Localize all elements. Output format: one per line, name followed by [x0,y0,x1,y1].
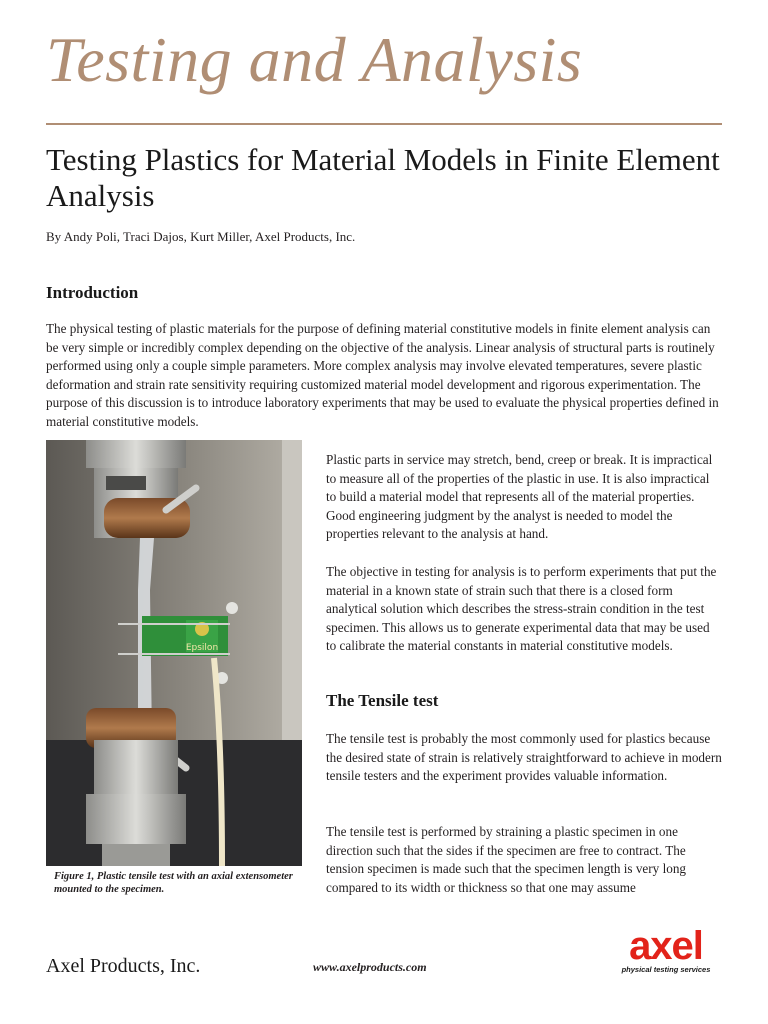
tensile-test-photo [46,440,302,866]
introduction-paragraph: The physical testing of plastic materials for the purpose of defining material constitutive models in finite element analysis can be very simple or incredibly complex depending on the objective of the analysis. Linear analysis of structural parts is routinely performed using only a couple simple parameters. More complex analysis may involve elevated temperatures, severe plastic deformation and strain rate sensitivity requiring customized material model development and rigorous experimentation. The purpose of this discussion is to introduce laboratory experiments that may be used to evaluate the physical properties defined in material constitutive models. [46,321,719,429]
logo-wordmark: axel [629,924,703,968]
byline: By Andy Poli, Traci Dajos, Kurt Miller, Axel Products, Inc. [46,229,356,244]
footer-url[interactable]: www.axelproducts.com [313,960,427,974]
tensile-test-heading: The Tensile test [326,691,439,710]
axel-logo [606,924,726,976]
tensile-test-illustration [46,440,302,866]
figure-caption: Figure 1, Plastic tensile test with an axial extensometer mounted to the specimen. [54,871,293,895]
body-paragraph-1: Plastic parts in service may stretch, bend, creep or break. It is impractical to measure all of the properties of the plastic in use. It is also impractical to build a material model that represents all of the material properties. Good engineering judgment by the analyst is needed to model the properties relevant to the analysis at hand. [326,452,713,541]
body-paragraph-4: The tensile test is performed by straining a plastic specimen in one direction such that the sides if the specimen are free to contract. The tension specimen is made such that the specimen length is very long compared to its width or thickness so that one may assume [326,824,687,895]
footer-company-name: Axel Products, Inc. [46,955,201,977]
header-divider [46,123,722,125]
logo-tagline: physical testing services [621,965,711,974]
extensometer-label: Epsilon [185,643,219,653]
article-title: Testing Plastics for Material Models in Finite Element Analysis [46,142,720,213]
body-paragraph-3: The tensile test is probably the most commonly used for plastics because the desired state of strain is relatively straightforward to achieve in modern tensile testers and the experiment provides valuable information. [326,731,722,783]
body-paragraph-2: The objective in testing for analysis is to perform experiments that put the material in a known state of strain such that there is a closed form analytical solution which describes the stress-strain condition in the test specimen. This allows us to generate experimental data that may be used to calibrate the material constants in material constitutive models. [326,564,717,653]
banner-title: Testing and Analysis [46,24,583,95]
introduction-heading: Introduction [46,283,139,302]
